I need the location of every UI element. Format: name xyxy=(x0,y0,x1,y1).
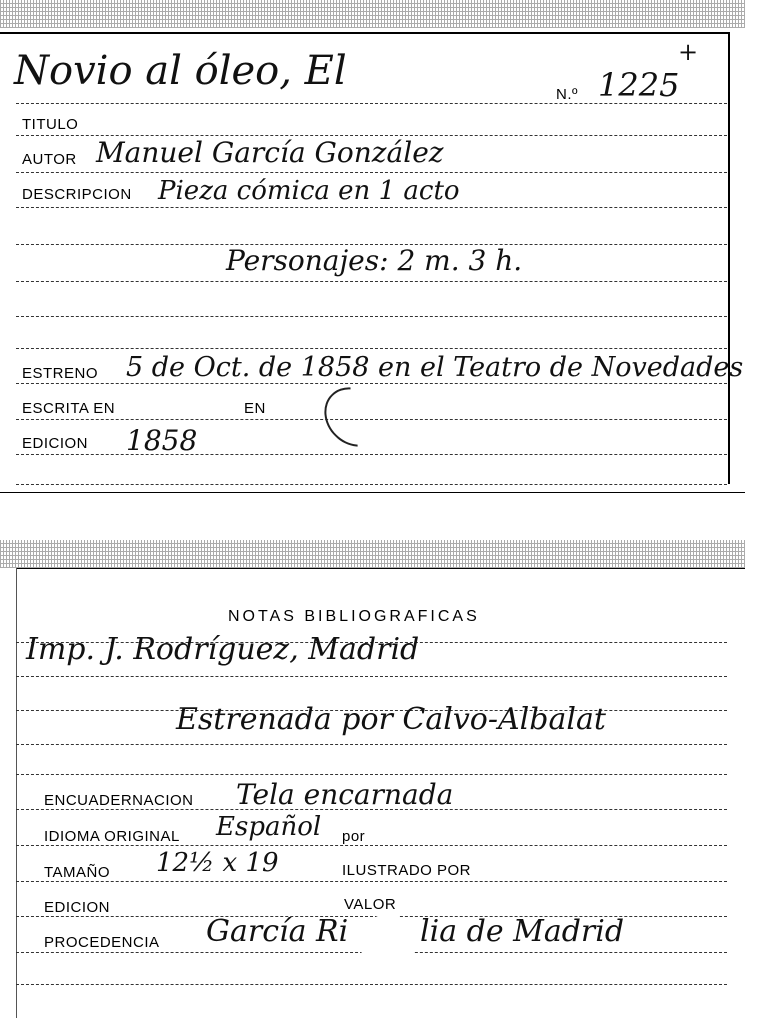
encuadernacion-label: ENCUADERNACION xyxy=(44,792,194,809)
descripcion-handwritten: Pieza cómica en 1 acto xyxy=(158,176,460,206)
notas-heading: NOTAS BIBLIOGRAFICAS xyxy=(228,608,480,625)
estreno-label: ESTRENO xyxy=(22,365,99,382)
ruled-line xyxy=(16,676,727,677)
card-bottom-edge xyxy=(0,492,745,493)
ruled-line xyxy=(16,172,727,173)
note-imprenta-handwritten: Imp. J. Rodríguez, Madrid xyxy=(26,632,420,667)
idioma-original-label: IDIOMA ORIGINAL xyxy=(44,828,180,845)
number-handwritten: 1225 xyxy=(598,66,680,104)
card-top-border xyxy=(0,32,730,34)
procedencia-handwritten-a: García Ri xyxy=(206,914,349,949)
autor-label: AUTOR xyxy=(22,151,77,168)
ruled-line xyxy=(16,484,727,485)
encuadernacion-handwritten: Tela encarnada xyxy=(236,778,454,811)
procedencia-handwritten-b: lia de Madrid xyxy=(420,914,625,949)
number-mark: + xyxy=(678,38,699,66)
procedencia-label: PROCEDENCIA xyxy=(44,934,160,951)
descripcion-label: DESCRIPCION xyxy=(22,186,132,203)
title-handwritten: Novio al óleo, El xyxy=(14,48,347,94)
card-right-border xyxy=(728,32,730,484)
ruled-line xyxy=(16,348,727,349)
paper-stain-mark xyxy=(312,375,395,458)
scan-noise-bottom xyxy=(0,540,745,568)
ruled-line xyxy=(16,984,727,985)
top-catalog-card xyxy=(0,0,745,495)
card-left-border xyxy=(16,568,17,1018)
edicion-label: EDICION xyxy=(22,435,89,452)
tamano-label: TAMAÑO xyxy=(44,864,111,881)
ruled-line xyxy=(16,744,727,745)
number-label: N.º xyxy=(556,86,578,103)
tamano-handwritten: 12½ x 19 xyxy=(156,848,279,878)
valor-label: VALOR xyxy=(344,896,397,913)
autor-handwritten: Manuel García González xyxy=(96,136,444,169)
ilustrado-por-label: ILUSTRADO POR xyxy=(342,862,472,879)
edicion-handwritten: 1858 xyxy=(126,424,198,457)
en-label: EN xyxy=(244,400,266,417)
ruled-line xyxy=(16,281,727,282)
ruled-line xyxy=(16,454,727,455)
ruled-line xyxy=(16,774,727,775)
card-top-border xyxy=(16,568,745,569)
titulo-label: TITULO xyxy=(22,116,79,133)
scan-noise-top xyxy=(0,0,745,28)
ruled-line xyxy=(16,881,727,882)
idioma-handwritten: Español xyxy=(216,812,322,842)
ruled-line xyxy=(16,316,727,317)
edicion-label: EDICION xyxy=(44,899,111,916)
ruled-line xyxy=(16,207,727,208)
estreno-handwritten: 5 de Oct. de 1858 en el Teatro de Novedades xyxy=(126,352,744,383)
personajes-handwritten: Personajes: 2 m. 3 h. xyxy=(226,244,523,277)
bottom-catalog-card xyxy=(0,540,745,1028)
paper-hole-blot xyxy=(360,914,416,972)
escrita-en-label: ESCRITA EN xyxy=(22,400,116,417)
note-estrenada-handwritten: Estrenada por Calvo-Albalat xyxy=(176,702,606,737)
ruled-line xyxy=(16,845,727,846)
ruled-line xyxy=(16,383,727,384)
por-label: por xyxy=(342,828,366,845)
